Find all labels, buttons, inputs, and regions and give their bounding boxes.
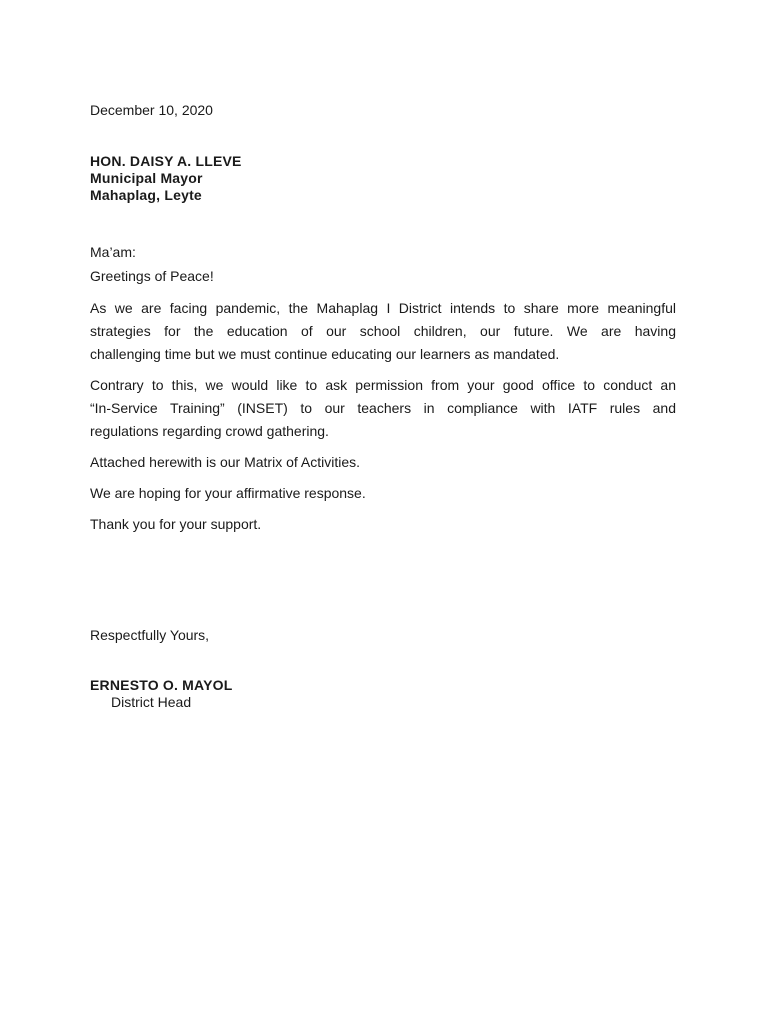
paragraph-line: Contrary to this, we would like to ask permission from your good office to conduct an xyxy=(90,377,676,393)
paragraph-line: strategies for the education of our school children, our future. We are having xyxy=(90,323,676,339)
body-paragraph-3: Attached herewith is our Matrix of Activities. xyxy=(90,454,360,470)
paragraph-line: challenging time but we must continue educating our learners as mandated. xyxy=(90,346,560,362)
letter-date: December 10, 2020 xyxy=(90,102,213,118)
body-paragraph-1 xyxy=(90,297,676,366)
paragraph-line: “In-Service Training” (INSET) to our teachers in compliance with IATF rules and xyxy=(90,400,676,416)
signatory-title: District Head xyxy=(111,694,192,710)
recipient-title: Municipal Mayor xyxy=(90,170,203,186)
recipient-name: HON. DAISY A. LLEVE xyxy=(90,153,242,169)
greeting: Greetings of Peace! xyxy=(90,268,214,284)
closing: Respectfully Yours, xyxy=(90,627,210,643)
body-paragraph-4: We are hoping for your affirmative response. xyxy=(90,485,366,501)
body-paragraph-5: Thank you for your support. xyxy=(90,516,262,532)
signatory-name: ERNESTO O. MAYOL xyxy=(90,677,233,693)
recipient-address: Mahaplag, Leyte xyxy=(90,187,202,203)
paragraph-line: As we are facing pandemic, the Mahaplag I District intends to share more meaningful xyxy=(90,300,676,316)
body-paragraph-2 xyxy=(90,374,676,443)
paragraph-line: regulations regarding crowd gathering. xyxy=(90,423,329,439)
salutation: Ma’am: xyxy=(90,244,136,260)
